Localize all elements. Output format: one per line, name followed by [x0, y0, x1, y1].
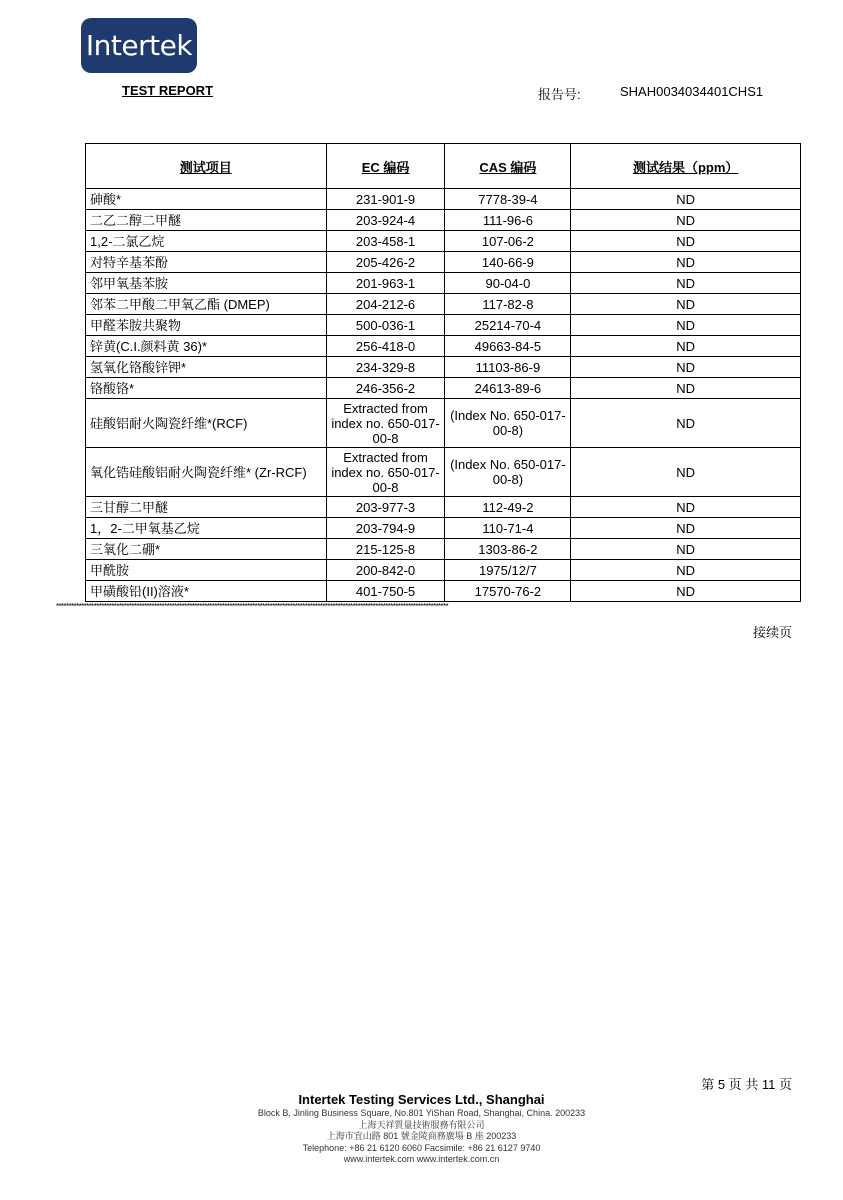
cell-ec-number: 256-418-0: [326, 336, 445, 357]
continued-note: 接续页: [752, 625, 792, 640]
cell-result: ND: [571, 294, 801, 315]
table-row: [86, 315, 801, 336]
cell-ec-number: 200-842-0: [326, 560, 445, 581]
table-row: [86, 497, 801, 518]
table-row: [86, 399, 801, 448]
cell-test-item: 三甘醇二甲醚: [86, 497, 327, 518]
cell-ec-number: 401-750-5: [326, 581, 445, 602]
table-row: [86, 294, 801, 315]
cell-test-item: 1,2-二氯乙烷: [86, 231, 327, 252]
cell-result: ND: [571, 518, 801, 539]
intertek-logo: [81, 18, 197, 73]
cell-ec-number: 204-212-6: [326, 294, 445, 315]
cell-cas-number: 25214-70-4: [445, 315, 571, 336]
cell-result: ND: [571, 189, 801, 210]
footer: [0, 1092, 843, 1166]
table-row: [86, 357, 801, 378]
table-row: [86, 189, 801, 210]
cell-test-item: 邻甲氧基苯胺: [86, 273, 327, 294]
table-row: [86, 210, 801, 231]
table-row: [86, 581, 801, 602]
cell-test-item: 氧化锆硅酸铝耐火陶瓷纤维* (Zr-RCF): [86, 448, 327, 497]
cell-cas-number: 111-96-6: [445, 210, 571, 231]
cell-ec-number: 201-963-1: [326, 273, 445, 294]
cell-cas-number: (Index No. 650-017-00-8): [445, 399, 571, 448]
footer-company: Intertek Testing Services Ltd., Shanghai: [298, 1092, 545, 1107]
cell-result: ND: [571, 539, 801, 560]
cell-result: ND: [571, 399, 801, 448]
table-row: [86, 518, 801, 539]
cell-result: ND: [571, 252, 801, 273]
cell-test-item: 甲磺酸铅(II)溶液*: [86, 581, 327, 602]
footer-address-cn: 上海市宜山路 801 號金陵商務廣場 B 座 200233: [326, 1131, 517, 1141]
logo-text: Intertek: [85, 29, 193, 62]
cell-result: ND: [571, 273, 801, 294]
header-cas-number: CAS 编码: [445, 144, 571, 189]
cell-ec-number: 215-125-8: [326, 539, 445, 560]
cell-test-item: 甲醛苯胺共聚物: [86, 315, 327, 336]
header-ec-number: EC 编码: [326, 144, 445, 189]
table-row: [86, 252, 801, 273]
report-title: TEST REPORT: [122, 83, 214, 98]
cell-cas-number: 1975/12/7: [445, 560, 571, 581]
cell-test-item: 硅酸铝耐火陶瓷纤维*(RCF): [86, 399, 327, 448]
footer-web: www.intertek.com www.intertek.com.cn: [343, 1154, 500, 1164]
cell-ec-number: 203-458-1: [326, 231, 445, 252]
cell-ec-number: 231-901-9: [326, 189, 445, 210]
cell-test-item: 砷酸*: [86, 189, 327, 210]
table-header-row: [86, 144, 801, 189]
table-row: [86, 560, 801, 581]
cell-result: ND: [571, 448, 801, 497]
table-row: [86, 336, 801, 357]
cell-cas-number: 11103-86-9: [445, 357, 571, 378]
cell-test-item: 铬酸铬*: [86, 378, 327, 399]
cell-cas-number: (Index No. 650-017-00-8): [445, 448, 571, 497]
header-test-item: 测试项目: [86, 144, 327, 189]
cell-test-item: 锌黄(C.I.颜料黄 36)*: [86, 336, 327, 357]
separator-line: ************************************************************************************************************************************************************: [56, 602, 449, 611]
cell-test-item: 1，2-二甲氧基乙烷: [86, 518, 327, 539]
cell-ec-number: 246-356-2: [326, 378, 445, 399]
cell-ec-number: Extracted from index no. 650-017-00-8: [326, 399, 445, 448]
cell-cas-number: 17570-76-2: [445, 581, 571, 602]
cell-result: ND: [571, 231, 801, 252]
cell-test-item: 氢氧化铬酸锌钾*: [86, 357, 327, 378]
cell-result: ND: [571, 581, 801, 602]
cell-result: ND: [571, 497, 801, 518]
cell-result: ND: [571, 560, 801, 581]
cell-ec-number: 234-329-8: [326, 357, 445, 378]
cell-test-item: 对特辛基苯酚: [86, 252, 327, 273]
page-indicator: 第 5 页 共 11 页: [701, 1077, 792, 1092]
cell-cas-number: 112-49-2: [445, 497, 571, 518]
table-row: [86, 231, 801, 252]
cell-ec-number: 203-794-9: [326, 518, 445, 539]
cell-test-item: 三氧化二硼*: [86, 539, 327, 560]
cell-test-item: 邻苯二甲酸二甲氧乙酯 (DMEP): [86, 294, 327, 315]
cell-cas-number: 7778-39-4: [445, 189, 571, 210]
cell-cas-number: 90-04-0: [445, 273, 571, 294]
header-result: 测试结果（ppm）: [571, 144, 801, 189]
cell-cas-number: 140-66-9: [445, 252, 571, 273]
cell-cas-number: 49663-84-5: [445, 336, 571, 357]
cell-ec-number: 203-924-4: [326, 210, 445, 231]
report-number-label: 报告号:: [538, 87, 581, 102]
cell-ec-number: Extracted from index no. 650-017-00-8: [326, 448, 445, 497]
report-number: SHAH0034034401CHS1: [620, 84, 764, 99]
cell-cas-number: 107-06-2: [445, 231, 571, 252]
cell-cas-number: 117-82-8: [445, 294, 571, 315]
cell-ec-number: 203-977-3: [326, 497, 445, 518]
cell-result: ND: [571, 315, 801, 336]
table-row: [86, 378, 801, 399]
table-row: [86, 273, 801, 294]
footer-name-cn: 上海天祥質量技術服務有限公司: [358, 1119, 485, 1130]
table-row: [86, 448, 801, 497]
cell-result: ND: [571, 357, 801, 378]
footer-address-en: Block B, Jinling Business Square, No.801 YiShan Road, Shanghai, China. 200233: [257, 1108, 586, 1118]
cell-test-item: 甲酰胺: [86, 560, 327, 581]
cell-test-item: 二乙二醇二甲醚: [86, 210, 327, 231]
table-row: [86, 539, 801, 560]
cell-ec-number: 500-036-1: [326, 315, 445, 336]
cell-cas-number: 110-71-4: [445, 518, 571, 539]
cell-cas-number: 1303-86-2: [445, 539, 571, 560]
cell-cas-number: 24613-89-6: [445, 378, 571, 399]
footer-phone: Telephone: +86 21 6120 6060 Facsimile: +86 21 6127 9740: [302, 1142, 541, 1153]
cell-result: ND: [571, 378, 801, 399]
cell-result: ND: [571, 210, 801, 231]
cell-ec-number: 205-426-2: [326, 252, 445, 273]
cell-result: ND: [571, 336, 801, 357]
results-table: [85, 143, 801, 602]
